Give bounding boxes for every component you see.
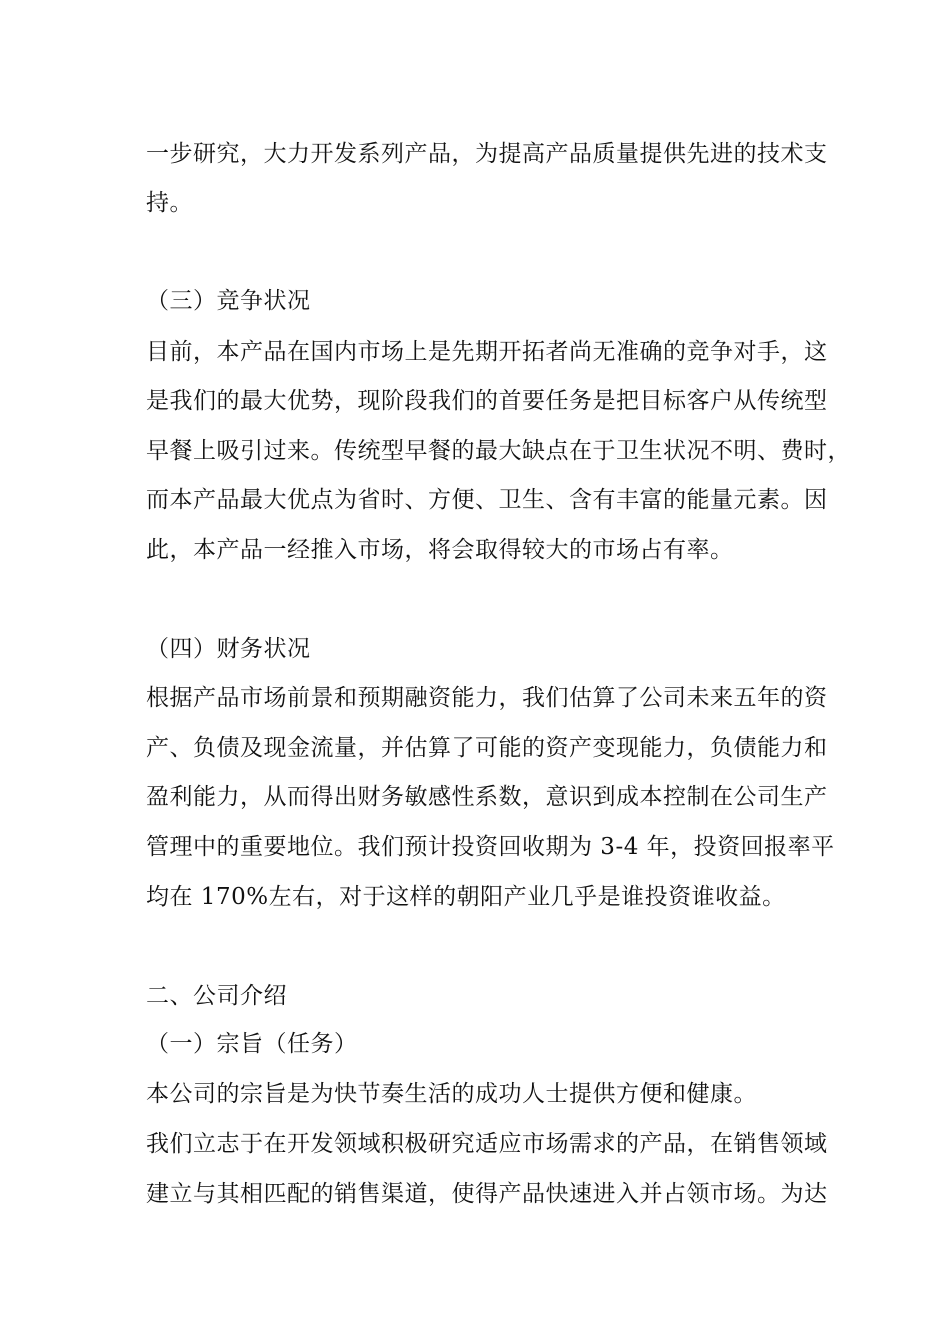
paragraph-line: 盈利能力，从而得出财务敏感性系数，意识到成本控制在公司生产 — [146, 784, 828, 810]
paragraph-line: 此，本产品一经推入市场，将会取得较大的市场占有率。 — [146, 537, 734, 563]
paragraph-line: 产、负债及现金流量，并估算了可能的资产变现能力，负债能力和 — [146, 735, 828, 761]
section-heading: 二、公司介绍 — [146, 983, 287, 1009]
paragraph-line: 我们立志于在开发领域积极研究适应市场需求的产品，在销售领域 — [146, 1131, 828, 1157]
paragraph-line: 早餐上吸引过来。传统型早餐的最大缺点在于卫生状况不明、费时， — [146, 438, 851, 464]
paragraph-line: 是我们的最大优势，现阶段我们的首要任务是把目标客户从传统型 — [146, 388, 828, 414]
paragraph-line: 一步研究，大力开发系列产品，为提高产品质量提供先进的技术支 — [146, 141, 828, 167]
paragraph-line: 均在 170%左右，对于这样的朝阳产业几乎是谁投资谁收益。 — [146, 884, 786, 910]
subsection-heading: （一）宗旨（任务） — [146, 1031, 358, 1057]
section-heading: （三）竞争状况 — [146, 288, 311, 314]
section-heading: （四）财务状况 — [146, 636, 311, 662]
paragraph-line: 管理中的重要地位。我们预计投资回收期为 3-4 年，投资回报率平 — [146, 834, 835, 860]
paragraph-line: 目前，本产品在国内市场上是先期开拓者尚无准确的竞争对手，这 — [146, 339, 828, 365]
paragraph-line: 建立与其相匹配的销售渠道，使得产品快速进入并占领市场。为达 — [146, 1181, 828, 1207]
paragraph-line: 本公司的宗旨是为快节奏生活的成功人士提供方便和健康。 — [146, 1081, 757, 1107]
paragraph-line: 而本产品最大优点为省时、方便、卫生、含有丰富的能量元素。因 — [146, 487, 828, 513]
paragraph-line: 持。 — [146, 190, 193, 216]
paragraph-line: 根据产品市场前景和预期融资能力，我们估算了公司未来五年的资 — [146, 685, 828, 711]
